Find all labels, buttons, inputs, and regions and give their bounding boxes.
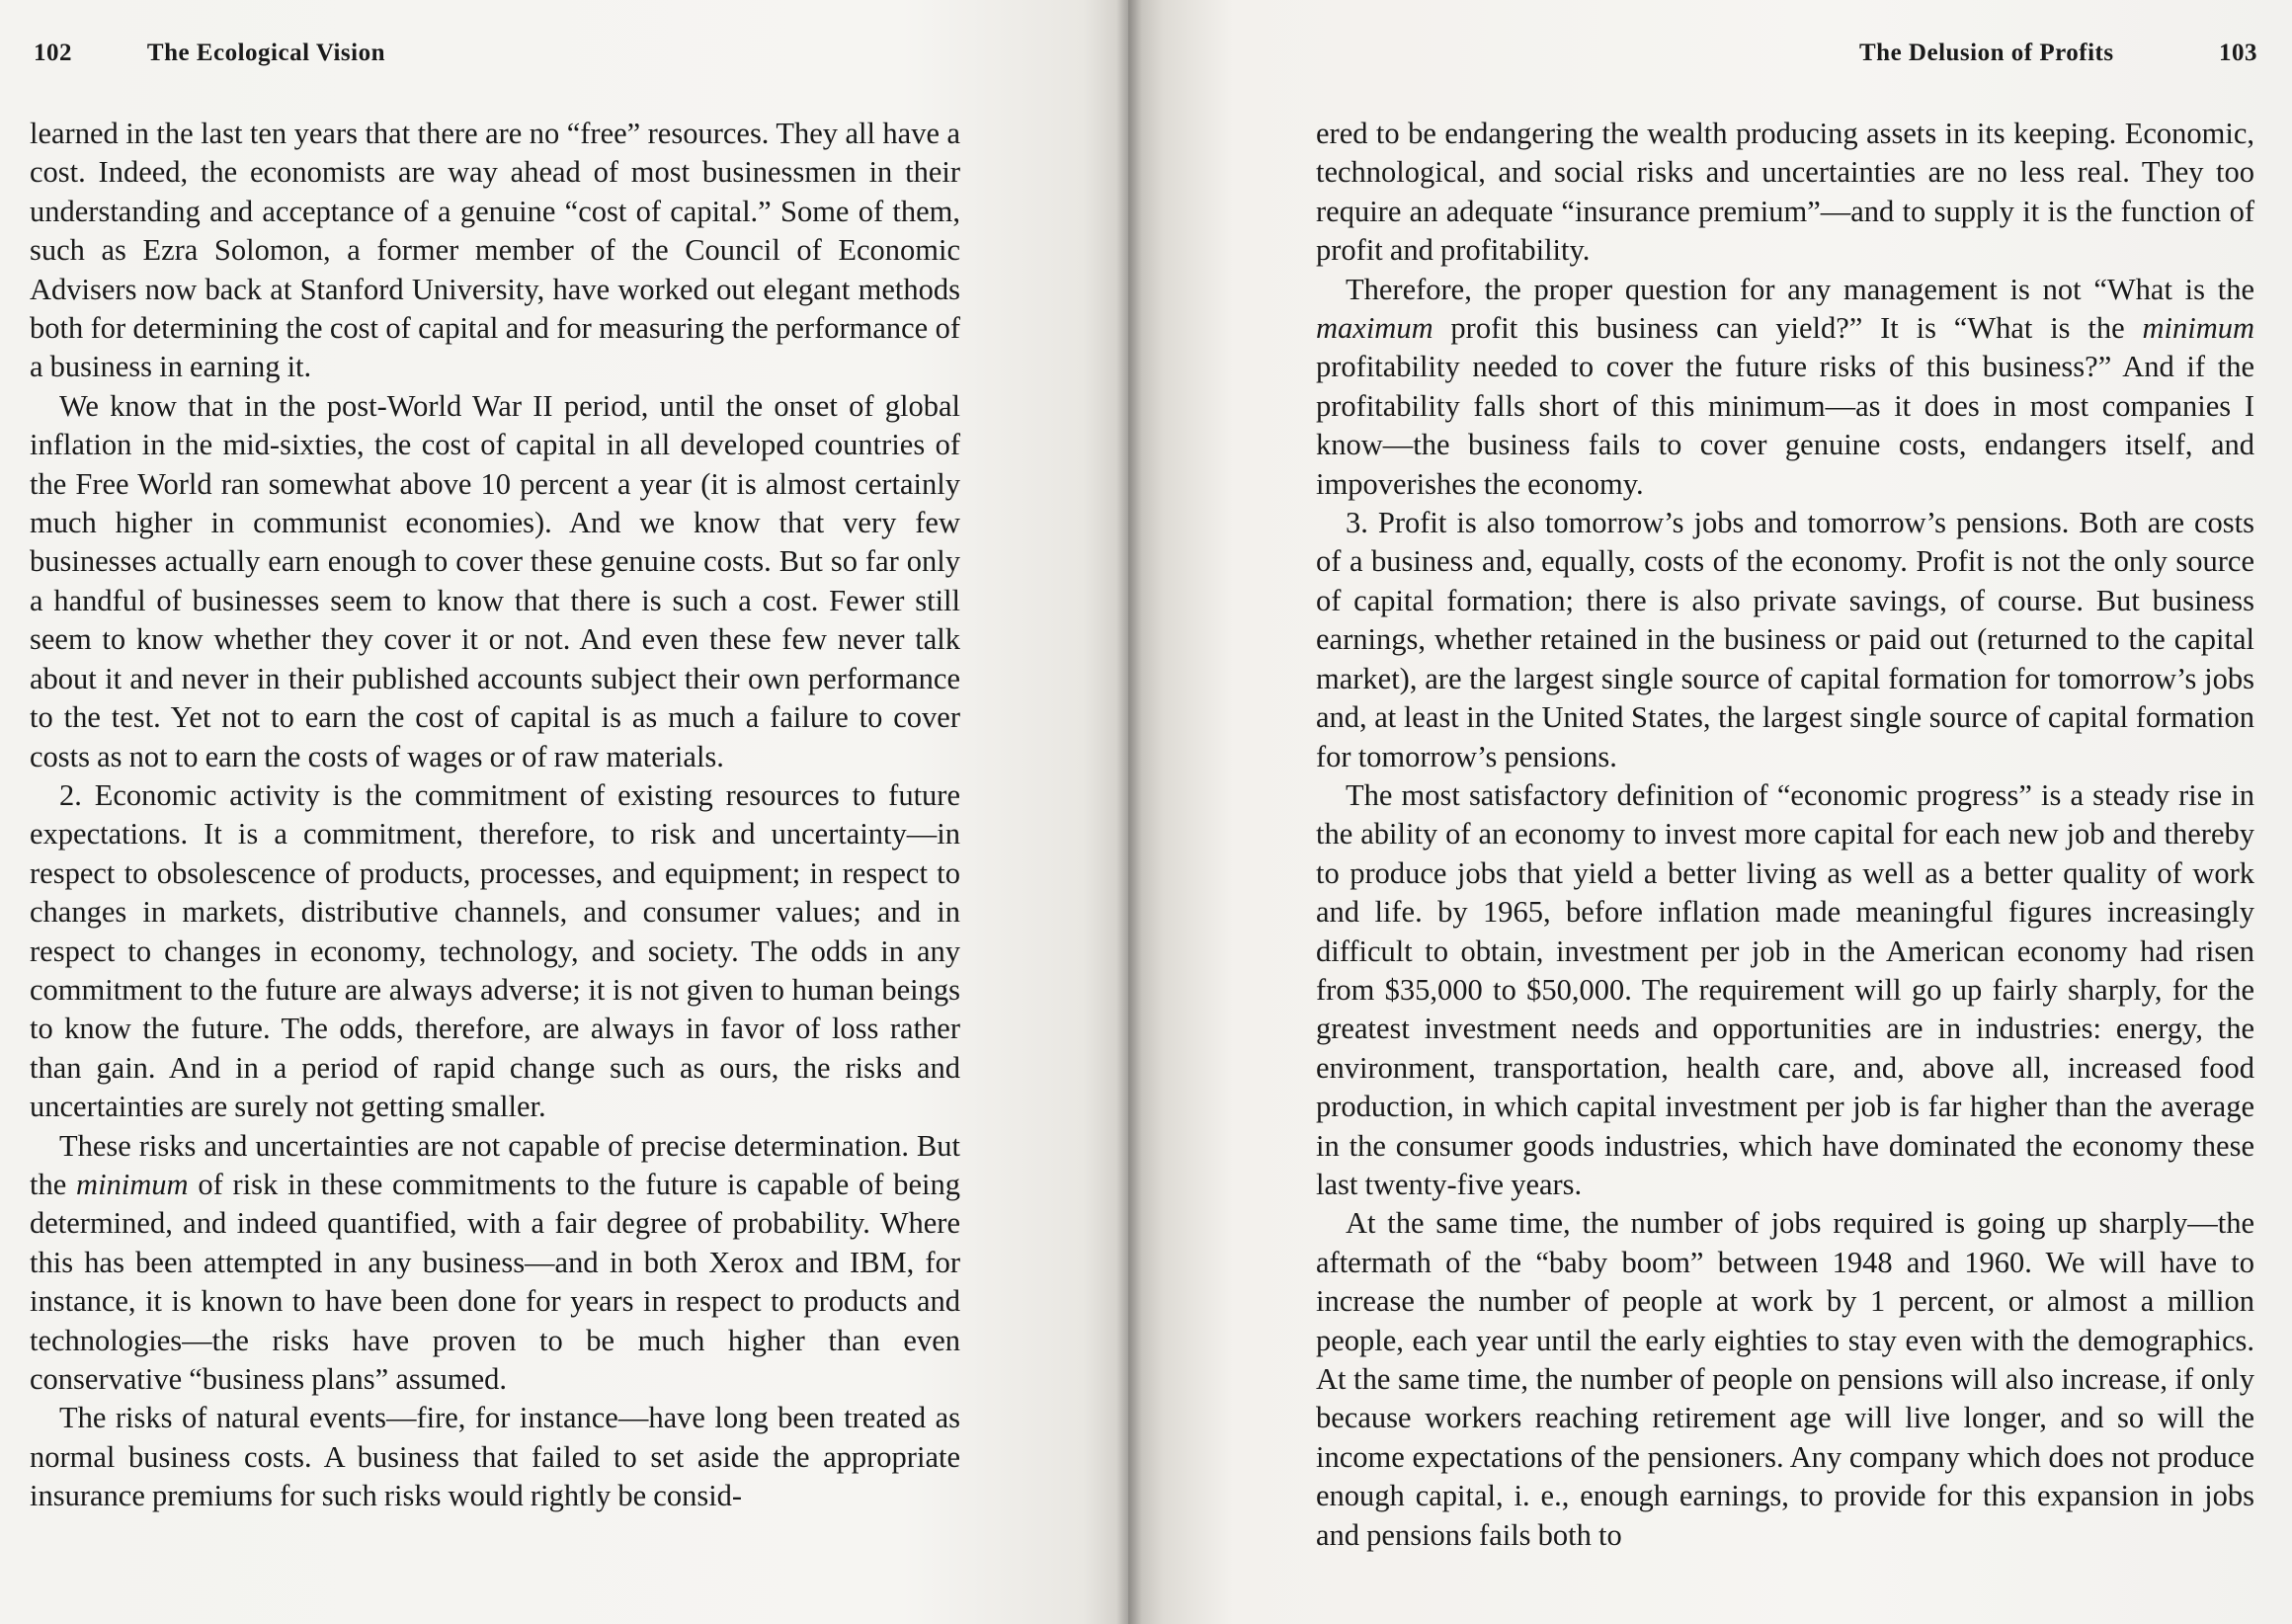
italic-word: minimum (2142, 311, 2254, 346)
right-page-header (1859, 34, 2257, 73)
text-run: profitability needed to cover the future risks of this business?” And if the profitability falls short of this minimum—as it does in most companies I know—the business fails to cover genuine costs, endangers itself, and impoverishes the economy. (1316, 350, 2254, 501)
right-paragraph-5: At the same time, the number of jobs required is going up sharply—the aftermath of the “baby boom” between 1948 and 1960. We will have to increase the number of people at work by 1 percent, or almost a million people, each year until the early eighties to stay even with the demographics. At the same time, the number of people on pensions will also increase, if only because workers reaching retirement age will live longer, and so will the income expectations of the pensioners. Any company which does not produce enough capital, i. e., enough earnings, to provide for this expansion in jobs and pensions fails both to (1316, 1206, 2254, 1552)
left-paragraph-3: 2. Economic activity is the commitment of existing resources to future expectations. It is a commitment, therefore, to risk and uncertainty—in respect to obsolescence of products, processes, and equipment; in respect to changes in markets, distributive channels, and consumer values; and in respect to changes in economy, technology, and society. The odds in any commitment to the future are always adverse; it is not given to human beings to know the future. The odds, therefore, are always in favor of loss rather than gain. And in a period of rapid change such as ours, the risks and uncertainties are surely not getting smaller. (30, 777, 960, 1124)
text-run: These risks and uncertainties are not capable of precise determination. But the (30, 1128, 960, 1201)
left-page-header (34, 34, 385, 73)
left-page-body (30, 115, 960, 1516)
left-paragraph-4 (30, 1127, 960, 1400)
left-page (0, 0, 1128, 1624)
italic-word: minimum (76, 1167, 189, 1201)
italic-word: maximum (1316, 311, 1433, 346)
left-running-head: The Ecological Vision (146, 40, 385, 66)
text-run: profit this business can yield?” It is “What is the (1432, 311, 2143, 346)
left-paragraph-1: learned in the last ten years that there are no “free” resources. They all have a cost. Indeed, the economists are way ahead of most businessmen in their understanding and acceptance of a genuine “cost of capital.” Some of them, such as Ezra Solomon, a former member of the Council of Economic Advisers now back at Stanford University, have worked out elegant methods both for determining the cost of capital and for measuring the performance of a business in earning it. (30, 117, 960, 384)
text-run: of risk in these commitments to the future is capable of being determined, and indeed quantified, with a fair degree of probability. Where this has been attempted in any business—and in both Xerox and IBM, for instance, it is known to have been done for years in respect to products and technologies—the risks have proven to be much higher than even conservative “business plans” assumed. (30, 1167, 960, 1396)
left-page-number: 102 (34, 40, 72, 66)
right-page-body (1316, 115, 2254, 1555)
book-gutter-shadow (1116, 0, 1142, 1624)
left-paragraph-5: The risks of natural events—fire, for instance—have long been treated as normal business costs. A business that failed to set aside the appropriate insurance premiums for such risks would rightly be consid- (30, 1401, 960, 1513)
right-paragraph-3: 3. Profit is also tomorrow’s jobs and tomorrow’s pensions. Both are costs of a business and, equally, costs of the economy. Profit is not the only source of capital formation; there is also private savings, of course. But business earnings, whether retained in the business or paid out (returned to the capital market), are the largest single source of capital formation for tomorrow’s jobs and, at least in the United States, the largest single source of capital formation for tomorrow’s pensions. (1316, 506, 2254, 773)
left-paragraph-2: We know that in the post-World War II period, until the onset of global inflation in the mid-sixties, the cost of capital in all developed countries of the Free World ran somewhat above 10 percent a year (it is almost certainly much higher in communist economies). And we know that very few businesses actually earn enough to cover these genuine costs. But so far only a handful of businesses seem to know that there is such a cost. Fewer still seem to know whether they cover it or not. And even these few never talk about it and never in their published accounts subject their own performance to the test. Yet not to earn the cost of capital is as much a failure to cover costs as not to earn the costs of wages or of raw materials. (30, 388, 960, 773)
right-paragraph-1: ered to be endangering the wealth producing assets in its keeping. Economic, technological, and social risks and uncertainties are no less real. They too require an adequate “insurance premium”—and to supply it is the function of profit and profitability. (1316, 117, 2254, 268)
text-run: Therefore, the proper question for any management is not “What is the (1346, 272, 2254, 306)
right-page (1128, 0, 2292, 1624)
right-running-head: The Delusion of Profits (1859, 40, 2114, 66)
right-paragraph-2 (1316, 271, 2254, 504)
right-paragraph-4: The most satisfactory definition of “economic progress” is a steady rise in the ability of an economy to invest more capital for each new job and thereby to produce jobs that yield a better living as well as a better quality of work and life. by 1965, before inflation made meaningful figures increasingly difficult to obtain, investment per job in the American economy had risen from $35,000 to $50,000. The requirement will go up fairly sharply, for the greatest investment needs and opportunities are in industries: energy, the environment, transportation, health care, and, above all, increased food production, in which capital investment per job is far higher than the average in the consumer goods industries, which have dominated the economy these last twenty-five years. (1316, 777, 2254, 1201)
right-page-number: 103 (2219, 40, 2257, 66)
